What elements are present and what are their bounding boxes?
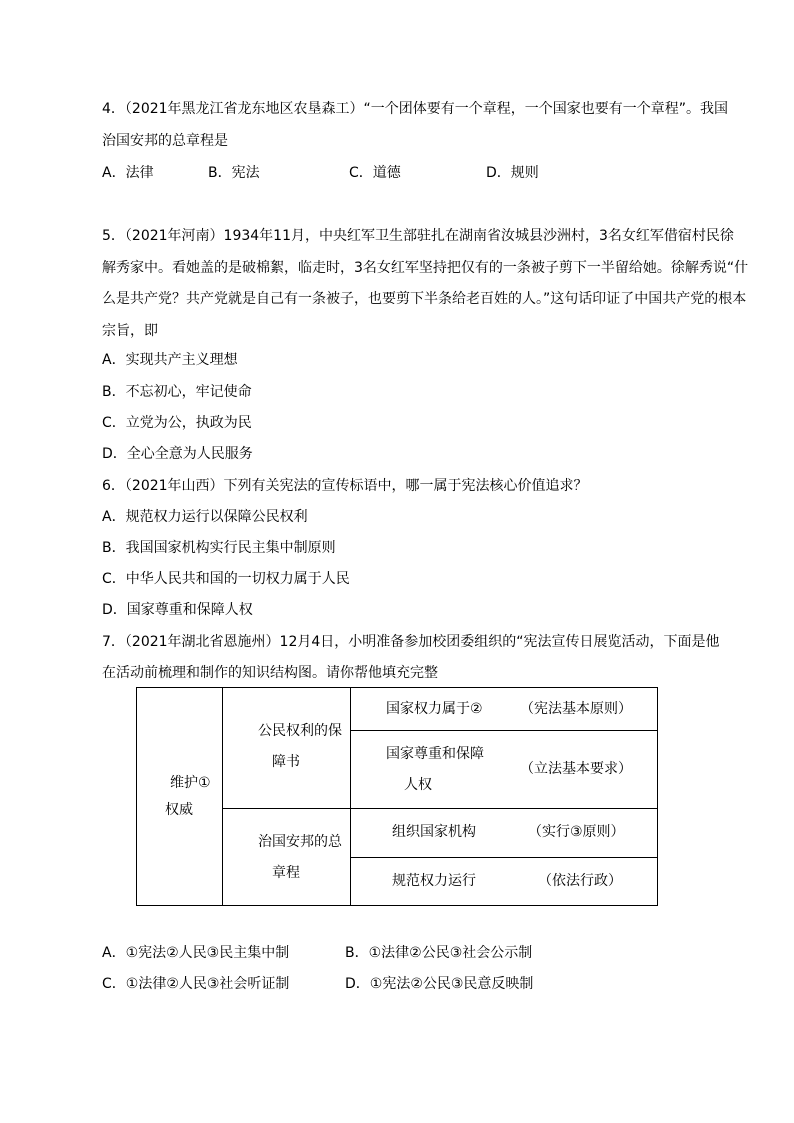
table-divider-v1 [222,687,223,906]
table-divider-h1 [350,730,658,731]
table-row-3-middle: 组织国家机构 [392,824,476,840]
q4-option-d: D．规则 [486,165,539,181]
q5-option-b: B．不忘初心，牢记使命 [102,384,252,400]
q5-stem-line-3: 么是共产党？共产党就是自己有一条被子，也要剪下半条给老百姓的人。”这句话印证了中国共产党的根本 [102,291,747,307]
table-root-line-2: 权威 [165,802,193,818]
table-border-left [136,687,137,906]
table-row-1-middle: 国家权力属于② [386,701,483,717]
table-branch-2-line-1: 治国安邦的总 [258,834,342,850]
table-row-2-middle-line-2: 人权 [404,777,432,793]
q4-option-c: C．道德 [349,165,401,181]
table-branch-1-line-1: 公民权利的保 [258,723,342,739]
table-border-right [657,687,658,906]
q7-stem-line-1: 7．（2021年湖北省恩施州）12月4日，小明准备参加校团委组织的“宪法宣传日展览活动，下面是他 [102,634,720,650]
q7-option-c: C．①法律②人民③社会听证制 [102,976,290,992]
table-divider-h2 [222,808,658,809]
q6-option-a: A．规范权力运行以保障公民权利 [102,509,308,525]
q7-option-a: A．①宪法②人民③民主集中制 [102,945,290,961]
table-branch-1-line-2: 障书 [272,754,300,770]
table-border-top [136,687,658,688]
q5-option-c: C．立党为公，执政为民 [102,415,252,431]
table-row-2-right: （立法基本要求） [520,761,632,777]
q5-stem-line-1: 5．（2021年河南）1934年11月，中央红军卫生部驻扎在湖南省汝城县沙洲村，3名女红军借宿村民徐 [102,228,734,244]
table-row-1-right: （宪法基本原则） [520,701,632,717]
table-row-4-middle: 规范权力运行 [392,873,476,889]
q4-option-b: B．宪法 [208,165,260,181]
table-row-4-right: （依法行政） [538,873,622,889]
q4-option-a: A．法律 [102,165,154,181]
q7-option-b: B．①法律②公民③社会公示制 [345,945,533,961]
q5-stem-line-2: 解秀家中。看她盖的是破棉絮，临走时，3名女红军坚持把仅有的一条被子剪下一半留给她。徐解秀说“什 [102,260,749,276]
table-divider-v2 [350,687,351,906]
q6-stem-line-1: 6．（2021年山西）下列有关宪法的宣传标语中，哪一属于宪法核心价值追求？ [102,478,588,494]
q5-option-d: D．全心全意为人民服务 [102,446,253,462]
q4-stem-line-2: 治国安邦的总章程是 [102,133,228,149]
table-border-bottom [136,905,658,906]
table-row-3-right: （实行③原则） [528,824,625,840]
table-divider-h3 [350,857,658,858]
q5-option-a: A．实现共产主义理想 [102,352,238,368]
q7-stem-line-2: 在活动前梳理和制作的知识结构图。请你帮他填充完整 [102,665,438,681]
table-branch-2-line-2: 章程 [272,865,300,881]
q6-option-c: C．中华人民共和国的一切权力属于人民 [102,571,350,587]
table-root-line-1: 维护① [170,775,211,791]
q4-stem-line-1: 4．（2021年黑龙江省龙东地区农垦森工）“一个团体要有一个章程，一个国家也要有一个章程”。我国 [102,101,729,117]
q6-option-b: B．我国国家机构实行民主集中制原则 [102,540,336,556]
q7-option-d: D．①宪法②公民③民意反映制 [345,976,534,992]
q5-stem-line-4: 宗旨，即 [102,323,158,339]
table-row-2-middle-line-1: 国家尊重和保障 [386,746,484,762]
q6-option-d: D．国家尊重和保障人权 [102,602,253,618]
